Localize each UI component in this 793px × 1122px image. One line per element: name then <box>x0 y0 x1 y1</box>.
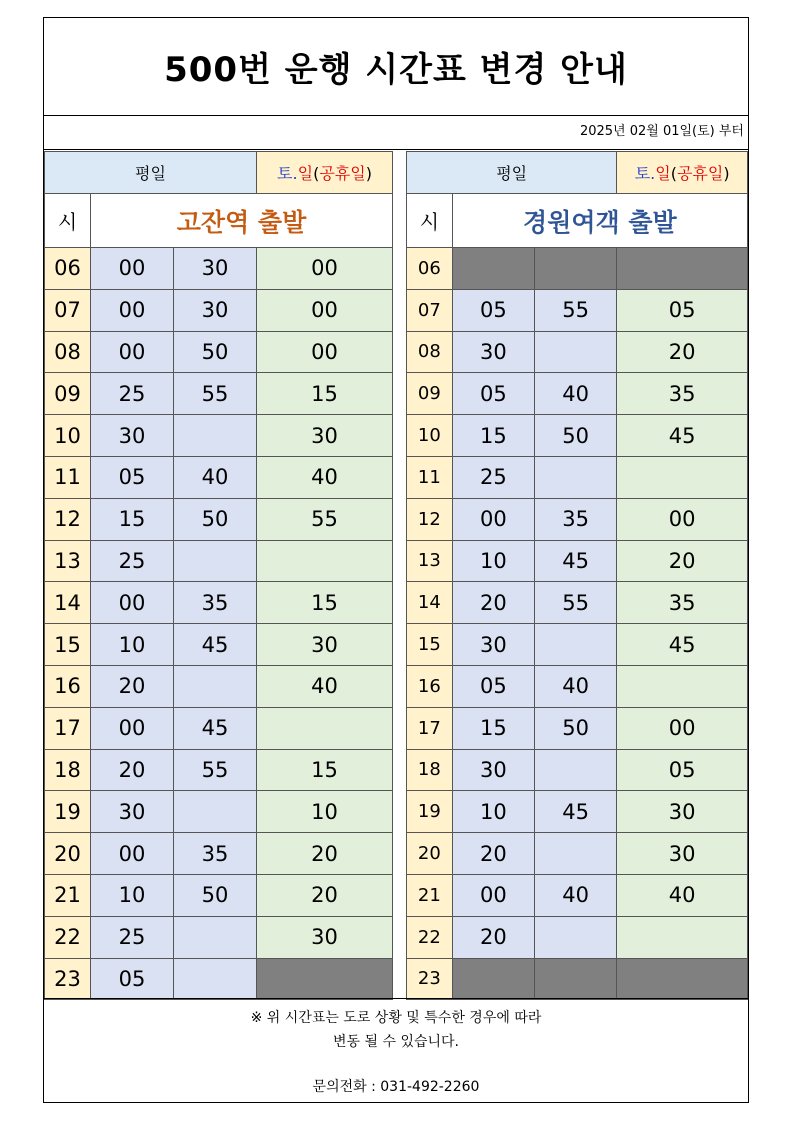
table-row <box>45 498 393 540</box>
notice-line-2: 변동 될 수 있습니다. <box>333 1034 459 1050</box>
no-service-cell <box>535 958 617 1000</box>
weekend-time: 30 <box>257 624 393 666</box>
weekday-time-2: 30 <box>174 248 257 290</box>
hour-cell: 13 <box>407 540 453 582</box>
weekday-time-1: 00 <box>91 707 174 749</box>
hour-cell: 20 <box>407 833 453 875</box>
weekday-time-1: 10 <box>452 540 534 582</box>
table-row <box>407 331 748 373</box>
weekday-time-2 <box>535 749 617 791</box>
weekend-time <box>617 456 748 498</box>
left-timetable <box>44 151 393 1000</box>
weekend-time: 45 <box>617 624 748 666</box>
right-timetable <box>406 151 748 1000</box>
weekday-time-2: 30 <box>174 289 257 331</box>
weekday-time-2 <box>535 833 617 875</box>
hour-cell: 21 <box>45 874 91 916</box>
weekend-time: 15 <box>257 582 393 624</box>
weekday-time-2: 50 <box>174 874 257 916</box>
hour-cell: 22 <box>407 916 453 958</box>
table-row <box>407 707 748 749</box>
weekday-time-1: 05 <box>91 958 174 1000</box>
weekday-time-1: 30 <box>452 624 534 666</box>
weekday-time-2: 45 <box>174 624 257 666</box>
weekday-time-1: 30 <box>452 331 534 373</box>
table-row <box>407 833 748 875</box>
hour-cell: 10 <box>407 415 453 457</box>
weekday-time-2: 45 <box>535 791 617 833</box>
table-row <box>45 791 393 833</box>
table-row <box>45 833 393 875</box>
weekend-time: 05 <box>617 749 748 791</box>
table-row <box>45 373 393 415</box>
hour-column-header: 시 <box>45 194 91 248</box>
weekday-time-1: 05 <box>452 373 534 415</box>
weekday-time-2 <box>174 665 257 707</box>
hour-cell: 11 <box>407 456 453 498</box>
weekday-time-1: 15 <box>91 498 174 540</box>
table-row <box>45 540 393 582</box>
hour-cell: 09 <box>45 373 91 415</box>
table-row <box>407 540 748 582</box>
no-service-cell <box>452 958 534 1000</box>
weekday-time-2 <box>174 791 257 833</box>
weekday-time-1: 00 <box>452 874 534 916</box>
no-service-cell <box>257 958 393 1000</box>
weekday-time-2 <box>174 540 257 582</box>
hour-cell: 18 <box>407 749 453 791</box>
weekend-time: 20 <box>257 833 393 875</box>
hour-cell: 16 <box>407 665 453 707</box>
weekday-header: 평일 <box>407 152 617 194</box>
weekday-time-2: 40 <box>535 373 617 415</box>
table-row <box>45 624 393 666</box>
hour-cell: 10 <box>45 415 91 457</box>
table-row <box>407 916 748 958</box>
weekend-time: 30 <box>617 791 748 833</box>
weekend-time: 05 <box>617 289 748 331</box>
weekday-time-2: 50 <box>535 707 617 749</box>
weekend-time: 40 <box>617 874 748 916</box>
weekend-time <box>257 707 393 749</box>
contact-phone: 문의전화 : 031-492-2260 <box>312 1079 480 1095</box>
weekend-time: 40 <box>257 456 393 498</box>
table-row <box>45 415 393 457</box>
weekday-time-1: 00 <box>91 582 174 624</box>
hour-cell: 15 <box>407 624 453 666</box>
weekend-time: 30 <box>257 415 393 457</box>
weekend-time: 20 <box>617 540 748 582</box>
timetable-sheet <box>43 17 749 1103</box>
hour-cell: 08 <box>407 331 453 373</box>
table-row <box>45 248 393 290</box>
hour-column-header: 시 <box>407 194 453 248</box>
hour-cell: 21 <box>407 874 453 916</box>
table-row <box>45 665 393 707</box>
weekday-time-2: 35 <box>535 498 617 540</box>
table-row <box>45 916 393 958</box>
table-row <box>407 415 748 457</box>
weekday-time-1: 20 <box>91 749 174 791</box>
hour-cell: 14 <box>407 582 453 624</box>
weekday-time-2: 35 <box>174 582 257 624</box>
weekday-time-2: 40 <box>535 874 617 916</box>
weekday-time-1: 05 <box>452 289 534 331</box>
weekend-header: 토.일(공휴일) <box>617 152 748 194</box>
weekend-time: 10 <box>257 791 393 833</box>
weekday-time-2 <box>535 456 617 498</box>
weekday-time-2 <box>174 415 257 457</box>
table-row <box>407 749 748 791</box>
hour-cell: 07 <box>45 289 91 331</box>
weekday-time-2 <box>535 331 617 373</box>
no-service-cell <box>617 958 748 1000</box>
weekend-time <box>617 916 748 958</box>
weekend-time: 00 <box>617 498 748 540</box>
hour-cell: 22 <box>45 916 91 958</box>
hour-cell: 13 <box>45 540 91 582</box>
weekend-time: 30 <box>257 916 393 958</box>
hour-cell: 17 <box>407 707 453 749</box>
table-row <box>407 289 748 331</box>
weekday-time-1: 20 <box>91 665 174 707</box>
no-service-cell <box>452 248 534 290</box>
weekend-time: 15 <box>257 373 393 415</box>
weekday-time-2: 45 <box>535 540 617 582</box>
table-row <box>407 582 748 624</box>
weekend-time: 40 <box>257 665 393 707</box>
weekend-time: 00 <box>257 331 393 373</box>
weekend-time: 55 <box>257 498 393 540</box>
weekday-time-1: 30 <box>452 749 534 791</box>
weekday-time-2: 40 <box>174 456 257 498</box>
hour-cell: 06 <box>407 248 453 290</box>
hour-cell: 18 <box>45 749 91 791</box>
weekday-time-1: 25 <box>91 373 174 415</box>
weekend-time: 45 <box>617 415 748 457</box>
weekday-time-2 <box>174 916 257 958</box>
table-row <box>407 958 748 1000</box>
table-row <box>407 498 748 540</box>
table-row <box>45 707 393 749</box>
weekend-time: 00 <box>257 248 393 290</box>
weekday-time-1: 05 <box>452 665 534 707</box>
weekend-time: 20 <box>257 874 393 916</box>
weekday-time-1: 30 <box>91 791 174 833</box>
weekday-time-1: 00 <box>452 498 534 540</box>
weekend-time: 30 <box>617 833 748 875</box>
weekend-time: 00 <box>257 289 393 331</box>
weekend-time: 35 <box>617 582 748 624</box>
weekday-time-2: 35 <box>174 833 257 875</box>
departure-label: 경원여객 출발 <box>452 194 747 248</box>
table-row <box>407 874 748 916</box>
table-row <box>45 749 393 791</box>
weekend-time: 35 <box>617 373 748 415</box>
table-row <box>407 248 748 290</box>
weekend-time <box>257 540 393 582</box>
weekday-time-2: 50 <box>535 415 617 457</box>
table-row <box>407 665 748 707</box>
weekday-time-1: 05 <box>91 456 174 498</box>
hour-cell: 14 <box>45 582 91 624</box>
weekday-time-2: 55 <box>174 749 257 791</box>
departure-label: 고잔역 출발 <box>91 194 393 248</box>
weekday-time-2: 50 <box>174 331 257 373</box>
weekday-time-1: 15 <box>452 707 534 749</box>
weekend-time: 15 <box>257 749 393 791</box>
hour-cell: 08 <box>45 331 91 373</box>
hour-cell: 23 <box>407 958 453 1000</box>
effective-date: 2025년 02월 01일(토) 부터 <box>44 116 748 150</box>
weekday-time-1: 15 <box>452 415 534 457</box>
weekday-time-1: 30 <box>91 415 174 457</box>
hour-cell: 20 <box>45 833 91 875</box>
hour-cell: 17 <box>45 707 91 749</box>
table-row <box>45 582 393 624</box>
table-row <box>407 373 748 415</box>
hour-cell: 11 <box>45 456 91 498</box>
weekday-time-1: 25 <box>91 916 174 958</box>
weekend-header: 토.일(공휴일) <box>257 152 393 194</box>
hour-cell: 23 <box>45 958 91 1000</box>
weekday-time-2 <box>535 624 617 666</box>
weekday-time-2: 45 <box>174 707 257 749</box>
weekday-time-1: 25 <box>91 540 174 582</box>
hour-cell: 12 <box>407 498 453 540</box>
hour-cell: 06 <box>45 248 91 290</box>
hour-cell: 09 <box>407 373 453 415</box>
weekday-time-1: 20 <box>452 582 534 624</box>
weekday-time-1: 10 <box>452 791 534 833</box>
table-row <box>407 791 748 833</box>
weekday-time-1: 20 <box>452 916 534 958</box>
hour-cell: 12 <box>45 498 91 540</box>
weekday-time-1: 00 <box>91 331 174 373</box>
page-title: 500번 운행 시간표 변경 안내 <box>44 18 748 116</box>
table-row <box>45 456 393 498</box>
weekday-time-2 <box>174 958 257 1000</box>
weekday-time-1: 20 <box>452 833 534 875</box>
weekday-time-2: 50 <box>174 498 257 540</box>
weekday-time-2 <box>535 916 617 958</box>
table-row <box>45 958 393 1000</box>
hour-cell: 19 <box>407 791 453 833</box>
notice-line-1: ※ 위 시간표는 도로 상황 및 특수한 경우에 따라 <box>250 1010 542 1026</box>
weekday-header: 평일 <box>45 152 257 194</box>
weekend-time: 00 <box>617 707 748 749</box>
hour-cell: 19 <box>45 791 91 833</box>
table-row <box>45 874 393 916</box>
weekend-time: 20 <box>617 331 748 373</box>
table-row <box>45 289 393 331</box>
table-row <box>45 331 393 373</box>
weekday-time-2: 55 <box>174 373 257 415</box>
table-row <box>407 624 748 666</box>
weekday-time-1: 00 <box>91 248 174 290</box>
weekday-time-1: 00 <box>91 833 174 875</box>
footer-note <box>44 998 748 1102</box>
hour-cell: 16 <box>45 665 91 707</box>
table-row <box>407 456 748 498</box>
weekday-time-1: 10 <box>91 624 174 666</box>
no-service-cell <box>535 248 617 290</box>
hour-cell: 15 <box>45 624 91 666</box>
no-service-cell <box>617 248 748 290</box>
weekend-time <box>617 665 748 707</box>
weekday-time-2: 55 <box>535 289 617 331</box>
weekday-time-2: 40 <box>535 665 617 707</box>
hour-cell: 07 <box>407 289 453 331</box>
weekday-time-1: 10 <box>91 874 174 916</box>
weekday-time-1: 00 <box>91 289 174 331</box>
weekday-time-1: 25 <box>452 456 534 498</box>
weekday-time-2: 55 <box>535 582 617 624</box>
